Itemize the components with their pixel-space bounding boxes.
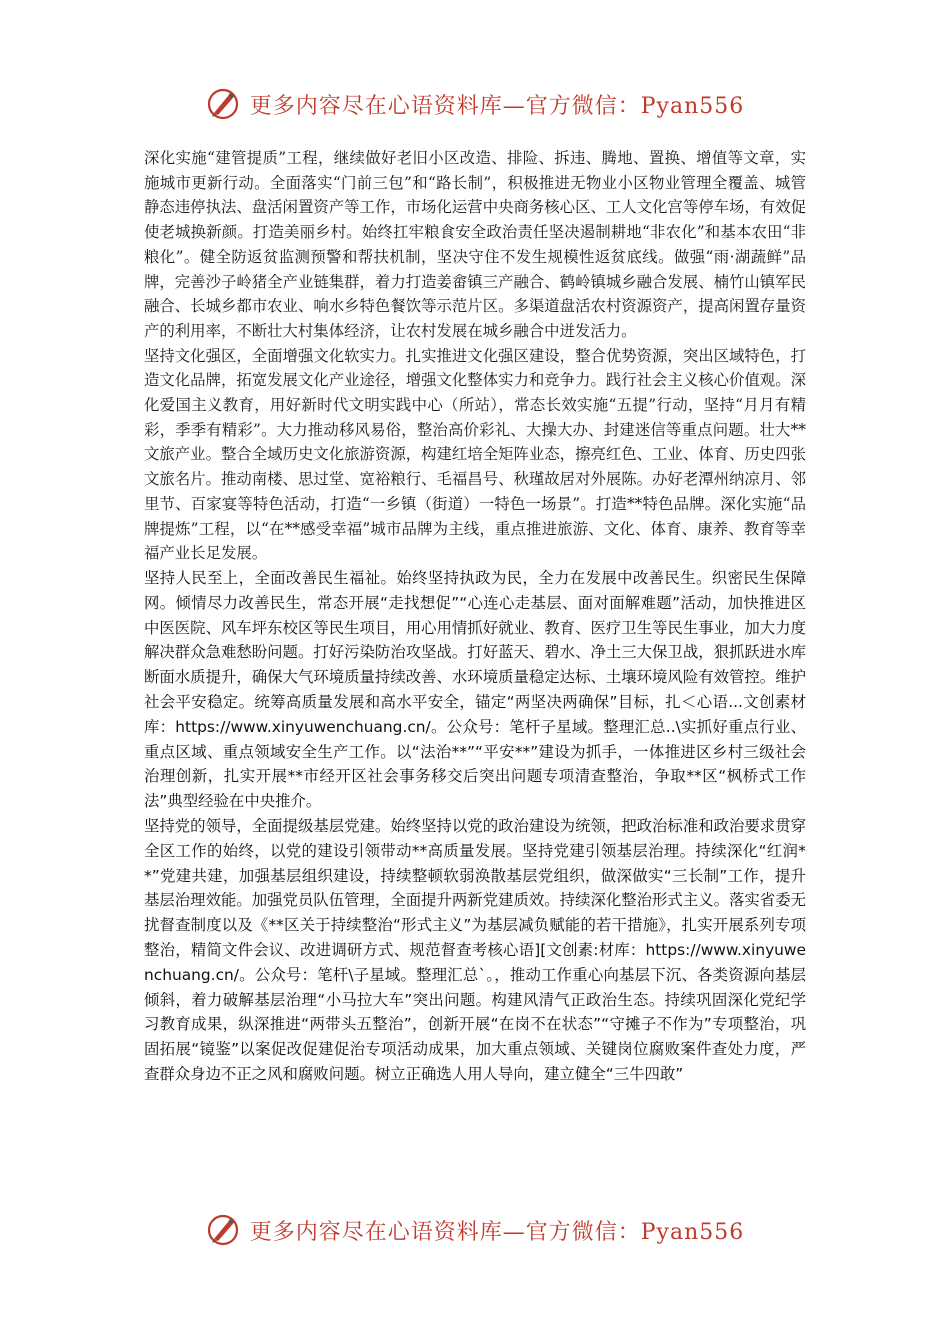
paragraph-livelihood: 坚持人民至上，全面改善民生福祉。始终坚持执政为民，全力在发展中改善民生。织密民生保障网。倾情尽力改善民生，常态开展“走找想促”“心连心走基层、面对面解难题”活动，加快推进区中医医院、风车坪东校区等民生项目，用心用情抓好就业、教育、医疗卫生等民生事业，加大力度解决群众急难愁盼问题。打好污染防治攻坚战。打好蓝天、碧水、净土三大保卫战，狠抓跃进水库断面水质提升，确保大气环境质量持续改善、水环境质量稳定达标、土壤环境风险有效管控。维护社会平安稳定。统筹高质量发展和高水平安全，锚定“两坚决两确保”目标，扎＜心语...文创素材库：https://www.xinyuwenchuang.cn/。公众号：笔杆子星域。整理汇总..\实抓好重点行业、重点区域、重点领域安全生产工作。以“法治**”“平安**”建设为抓手，一体推进区乡村三级社会治理创新，扎实开展**市经开区社会事务移交后突出问题专项清查整治，争取**区“枫桥式工作法”典型经验在中央推介。: [144, 568, 806, 811]
footer-banner-text: 更多内容尽在心语资料库—官方微信：Pyan556: [249, 1219, 745, 1245]
header-banner-text: 更多内容尽在心语资料库—官方微信：Pyan556: [249, 93, 745, 119]
paragraph-urban-rural: 深化实施“建管提质”工程，继续做好老旧小区改造、排险、拆违、腾地、置换、增值等文章，实施城市更新行动。全面落实“门前三包”和“路长制”，积极推进无物业小区物业管理全覆盖、城管静态违停执法、盘活闲置资产等工作，市场化运营中央商务核心区、工人文化宫等停车场，有效促使老城换新颜。打造美丽乡村。始终扛牢粮食安全政治责任坚决遏制耕地“非农化”和基本农田“非粮化”。健全防返贫监测预警和帮扶机制，坚决守住不发生规模性返贫底线。做强“雨·湖蔬鲜”品牌，完善沙子岭猪全产业链集群，着力打造姜畲镇三产融合、鹤岭镇城乡融合发展、楠竹山镇军民融合、长城乡都市农业、响水乡特色餐饮等示范片区。多渠道盘活农村资源资产，提高闲置存量资产的利用率，不断壮大村集体经济，让农村发展在城乡融合中迸发活力。: [144, 149, 806, 340]
footer-banner: [0, 1210, 950, 1250]
pen-logo-icon: [206, 87, 240, 121]
paragraph-culture: 坚持文化强区，全面增强文化软实力。扎实推进文化强区建设，整合优势资源，突出区域特色，打造文化品牌，拓宽发展文化产业途径，增强文化整体实力和竞争力。践行社会主义核心价值观。深化爱国主义教育，用好新时代文明实践中心（所站），常态长效实施“五提”行动，坚持“月月有精彩，季季有精彩”。大力推动移风易俗，整治高价彩礼、大操大办、封建迷信等重点问题。壮大**文旅产业。整合全域历史文化旅游资源，构建红培全矩阵业态，擦亮红色、工业、体育、历史四张文旅名片。推动南楼、思过堂、宽裕粮行、毛福昌号、秋瑾故居对外展陈。办好老潭州纳凉月、邻里节、百家宴等特色活动，打造“一乡镇（街道）一特色一场景”。打造**特色品牌。深化实施“品牌提炼”工程，以“在**感受幸福”城市品牌为主线，重点推进旅游、文化、体育、康养、教育等幸福产业长足发展。: [144, 346, 806, 563]
document-body: [144, 146, 806, 1087]
header-banner: [0, 84, 950, 124]
pen-logo-icon: [206, 1213, 240, 1247]
paragraph-party-building: 坚持党的领导，全面提级基层党建。始终坚持以党的政治建设为统领，把政治标准和政治要求贯穿全区工作的始终，以党的建设引领带动**高质量发展。坚持党建引领基层治理。持续深化“红润**”党建共建，加强基层组织建设，持续整顿软弱涣散基层党组织，做深做实“三长制”工作，提升基层治理效能。加强党员队伍管理，全面提升两新党建质效。持续深化整治形式主义。落实省委无扰督查制度以及《**区关于持续整治“形式主义”为基层减负赋能的若干措施》，扎实开展系列专项整治，精简文件会议、改进调研方式、规范督查考核心语][文创素:材库：https://www.xinyuwenchuang.cn/。公众号：笔杆\子星域。整理汇总`。，推动工作重心向基层下沉、各类资源向基层倾斜，着力破解基层治理“小马拉大车”突出问题。构建风清气正政治生态。持续巩固深化党纪学习教育成果，纵深推进“两带头五整治”，创新开展“在岗不在状态”“守摊子不作为”专项整治，巩固拓展“镜鉴”以案促改促建促治专项活动成果，加大重点领域、关键岗位腐败案件查处力度，严查群众身边不正之风和腐败问题。树立正确选人用人导向，建立健全“三牛四敢”: [144, 816, 806, 1083]
